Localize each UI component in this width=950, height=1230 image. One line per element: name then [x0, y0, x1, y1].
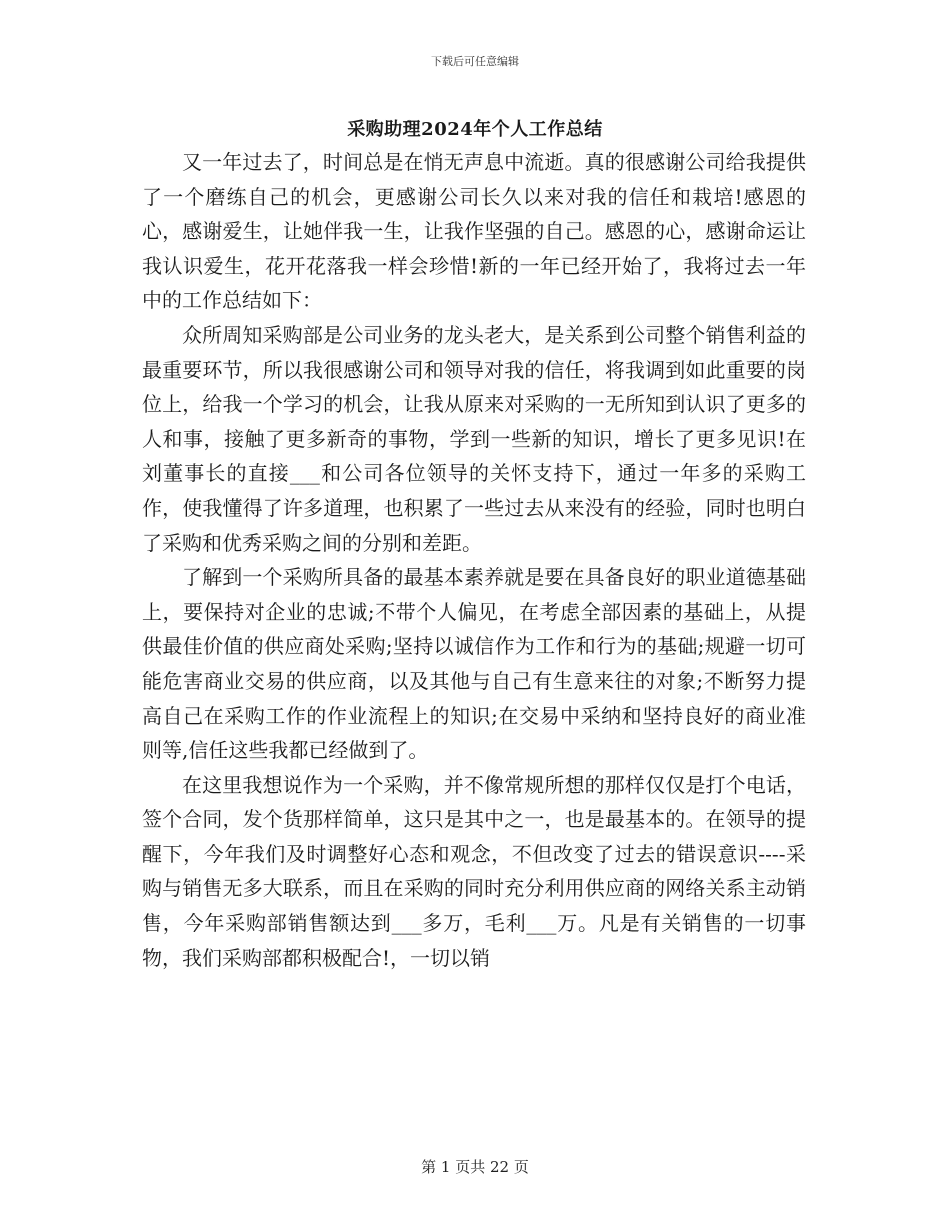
paragraph-4: 在这里我想说作为一个采购，并不像常规所想的那样仅仅是打个电话，签个合同，发个货那样简单，这只是其中之一，也是最基本的。在领导的提醒下，今年我们及时调整好心态和观念，不但改变了过去的错误意识----采购与销售无多大联系，而且在采购的同时充分利用供应商的网络关系主动销售，今年采购部销售额达到___多万，毛利___万。凡是有关销售的一切事物，我们采购部都积极配合!，一切以销 — [142, 772, 806, 970]
paragraph-2: 众所周知采购部是公司业务的龙头老大，是关系到公司整个销售利益的最重要环节，所以我很感谢公司和领导对我的信任，将我调到如此重要的岗位上，给我一个学习的机会，让我从原来对采购的一无所知到认识了更多的人和事，接触了更多新奇的事物，学到一些新的知识，增长了更多见识!在刘董事长的直接___和公司各位领导的关怀支持下，通过一年多的采购工作，使我懂得了许多道理，也积累了一些过去从来没有的经验，同时也明白了采购和优秀采购之间的分别和差距。 — [142, 322, 806, 555]
document-title: 采购助理2024年个人工作总结 — [347, 119, 603, 140]
document-body — [142, 145, 806, 975]
header-note: 下载后可任意编辑 — [431, 55, 519, 68]
paragraph-3: 了解到一个采购所具备的最基本素养就是要在具备良好的职业道德基础上，要保持对企业的忠诚;不带个人偏见，在考虑全部因素的基础上，从提供最佳价值的供应商处采购;坚持以诚信作为工作和行为的基础;规避一切可能危害商业交易的供应商，以及其他与自己有生意来往的对象;不断努力提高自己在采购工作的作业流程上的知识;在交易中采纳和坚持良好的商业准则等,信任这些我都已经做到了。 — [142, 565, 806, 763]
page-footer: 第 1 页共 22 页 — [421, 1158, 529, 1176]
paragraph-1: 又一年过去了，时间总是在悄无声息中流逝。真的很感谢公司给我提供了一个磨练自己的机会，更感谢公司长久以来对我的信任和栽培!感恩的心，感谢爱生，让她伴我一生，让我作坚强的自己。感恩的心，感谢命运让我认识爱生，花开花落我一样会珍惜!新的一年已经开始了，我将过去一年中的工作总结如下： — [142, 150, 806, 313]
